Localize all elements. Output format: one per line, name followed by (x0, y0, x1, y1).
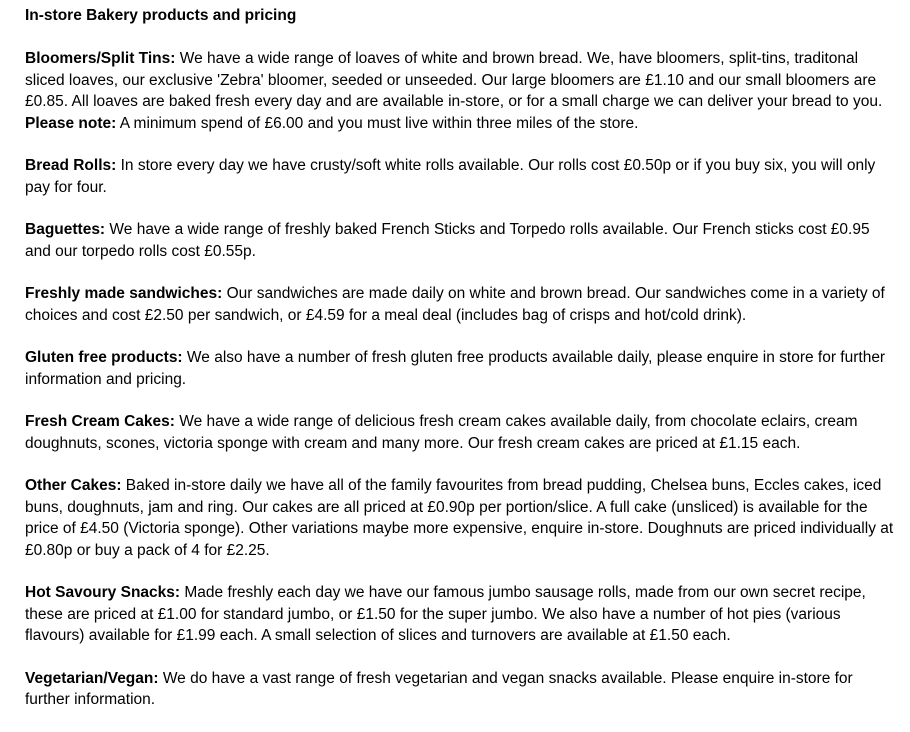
section-heading: Fresh Cream Cakes: (25, 413, 175, 430)
section-heading: Vegetarian/Vegan: (25, 669, 159, 687)
note-body: A minimum spend of £6.00 and you must live within three miles of the store. (116, 114, 639, 132)
section-body: We have a wide range of loaves of white and brown bread. We, have bloomers, split-tins, traditonal sliced loaves, our exclusive 'Zebra' bloomer, seeded or unseeded. Our large bloomers are £1.10 and our small bloomers are £0.85. All loaves are baked fresh every day and are available in-store, or for a small charge we can deliver your bread to you. (25, 50, 883, 110)
section-body: We have a wide range of delicious fresh cream cakes available daily, from chocolate eclairs, cream doughnuts, scones, victoria sponge with cream and many more. Our fresh cream cakes are priced at £1.15 each. (25, 413, 858, 452)
section-heading: Bread Rolls: (25, 157, 117, 174)
section-bread-rolls (25, 155, 895, 198)
section-baguettes (25, 219, 895, 262)
section-heading: Gluten free products: (25, 349, 183, 366)
section-body: Made freshly each day we have our famous jumbo sausage rolls, made from our own secret recipe, these are priced at £1.00 for standard jumbo, or £1.50 for the super jumbo. We also have a number of hot pies (various flavours) available for £1.99 each. A small selection of slices and turnovers are available at £1.50 each. (25, 584, 866, 644)
section-heading: Freshly made sandwiches: (25, 285, 223, 302)
section-vegetarian-vegan (25, 668, 895, 711)
section-sandwiches (25, 283, 895, 326)
section-gluten-free (25, 347, 895, 390)
section-body: In store every day we have crusty/soft white rolls available. Our rolls cost £0.50p or if you buy six, you will only pay for four. (25, 157, 876, 196)
section-body: We also have a number of fresh gluten free products available daily, please enquire in store for further information and pricing. (25, 349, 886, 388)
section-body: Our sandwiches are made daily on white and brown bread. Our sandwiches come in a variety of choices and cost £2.50 per sandwich, or £4.59 for a meal deal (includes bag of crisps and hot/cold drink). (25, 285, 885, 324)
section-body: We have a wide range of freshly baked French Sticks and Torpedo rolls available. Our French sticks cost £0.95 and our torpedo rolls cost £0.55p. (25, 221, 870, 260)
section-fresh-cream-cakes (25, 411, 895, 454)
section-heading: Hot Savoury Snacks: (25, 584, 181, 601)
section-other-cakes (25, 475, 895, 561)
section-heading: Bloomers/Split Tins: (25, 50, 176, 67)
section-bloomers (25, 48, 895, 134)
section-heading: Baguettes: (25, 221, 106, 238)
note-label: Please note: (25, 114, 117, 132)
section-body: Baked in-store daily we have all of the family favourites from bread pudding, Chelsea buns, Eccles cakes, iced buns, doughnuts, jam and ring. Our cakes are all priced at £0.90p per portion/slice. A full cake (unsliced) is available for the price of £4.50 (Victoria sponge). Other variations maybe more expensive, enquire in-store. Doughnuts are priced individually at £0.80p or buy a pack of 4 for £2.25. (25, 477, 894, 559)
section-heading: Other Cakes: (25, 477, 122, 494)
document (25, 5, 895, 732)
section-body: We do have a vast range of fresh vegetarian and vegan snacks available. Please enquire in-store for further information. (25, 669, 853, 708)
document-title: In-store Bakery products and pricing (25, 7, 297, 24)
section-hot-savoury-snacks (25, 582, 895, 647)
